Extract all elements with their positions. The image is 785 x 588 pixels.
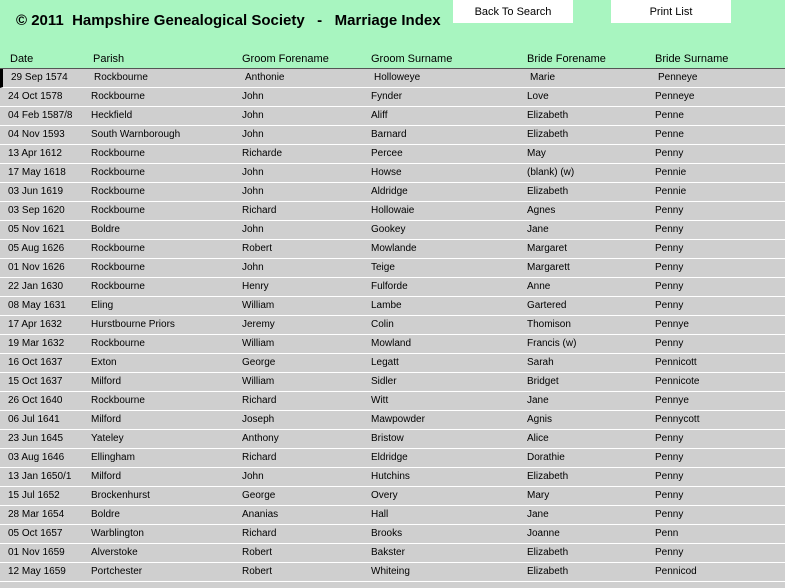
- groom-forename-cell: Richard: [242, 452, 277, 463]
- bride-forename-cell: Gartered: [527, 300, 567, 311]
- groom-forename-cell: Richard: [242, 528, 277, 539]
- groom-surname-cell: Brooks: [371, 528, 403, 539]
- groom-forename-cell: Ananias: [242, 509, 279, 520]
- groom-surname-cell: Aldridge: [371, 186, 408, 197]
- bride-forename-cell: Alice: [527, 433, 549, 444]
- date-cell: 01 Nov 1659: [8, 547, 65, 558]
- parish-cell: Rockbourne: [91, 91, 145, 102]
- column-header-bride-surname: Bride Surname: [655, 53, 729, 65]
- parish-cell: Rockbourne: [91, 243, 145, 254]
- groom-surname-cell: Whiteing: [371, 566, 410, 577]
- table-row: [0, 145, 785, 164]
- marriage-table: [0, 69, 785, 588]
- parish-cell: Ellingham: [91, 452, 135, 463]
- groom-surname-cell: Gookey: [371, 224, 406, 235]
- parish-cell: Hurstbourne Priors: [91, 319, 175, 330]
- table-row: [0, 449, 785, 468]
- parish-cell: Rockbourne: [91, 167, 145, 178]
- bride-forename-cell: Jane: [527, 224, 549, 235]
- bride-forename-cell: Elizabeth: [527, 129, 569, 140]
- bride-forename-cell: (blank) (w): [527, 167, 575, 178]
- bride-surname-cell: Pennye: [655, 395, 689, 406]
- date-cell: 05 Nov 1621: [8, 224, 65, 235]
- groom-surname-cell: Overy: [371, 490, 398, 501]
- bride-forename-cell: Agnis: [527, 414, 553, 425]
- bride-surname-cell: Penny: [655, 338, 684, 349]
- bride-forename-cell: Thomison: [527, 319, 571, 330]
- date-cell: 17 Apr 1632: [8, 319, 62, 330]
- table-row: [0, 335, 785, 354]
- table-row: [0, 183, 785, 202]
- groom-surname-cell: Eldridge: [371, 452, 408, 463]
- bride-surname-cell: Pennicod: [655, 566, 697, 577]
- bride-forename-cell: Agnes: [527, 205, 556, 216]
- parish-cell: Milford: [91, 414, 122, 425]
- parish-cell: Rockbourne: [91, 281, 145, 292]
- groom-forename-cell: John: [242, 224, 264, 235]
- parish-cell: Milford: [91, 376, 122, 387]
- bride-surname-cell: Pennicote: [655, 376, 700, 387]
- bride-forename-cell: May: [527, 148, 546, 159]
- bride-surname-cell: Penny: [655, 433, 684, 444]
- table-row: [0, 544, 785, 563]
- date-cell: 12 May 1659: [8, 566, 66, 577]
- groom-surname-cell: Bristow: [371, 433, 404, 444]
- bride-surname-cell: Penny: [655, 243, 684, 254]
- table-row: [0, 487, 785, 506]
- groom-surname-cell: Bakster: [371, 547, 405, 558]
- parish-cell: Milford: [91, 471, 122, 482]
- groom-forename-cell: John: [242, 471, 264, 482]
- date-cell: 22 Jan 1630: [8, 281, 64, 292]
- parish-cell: Brockenhurst: [91, 490, 150, 501]
- print-list-button[interactable]: Print List: [611, 0, 731, 23]
- column-headers: [0, 48, 785, 69]
- table-row: [0, 316, 785, 335]
- column-header-groom-surname: Groom Surname: [371, 53, 453, 65]
- groom-forename-cell: John: [242, 262, 264, 273]
- date-cell: 24 Oct 1578: [8, 91, 63, 102]
- parish-cell: Rockbourne: [91, 395, 145, 406]
- date-cell: 15 Oct 1637: [8, 376, 63, 387]
- table-row: [0, 373, 785, 392]
- groom-surname-cell: Aliff: [371, 110, 388, 121]
- groom-surname-cell: Holloweye: [374, 72, 421, 83]
- column-header-groom-forename: Groom Forename: [242, 53, 329, 65]
- bride-surname-cell: Pennie: [655, 186, 687, 197]
- column-header-date: Date: [10, 53, 34, 65]
- groom-surname-cell: Sidler: [371, 376, 397, 387]
- groom-surname-cell: Fulforde: [371, 281, 408, 292]
- bride-forename-cell: Anne: [527, 281, 551, 292]
- table-row: [0, 202, 785, 221]
- groom-surname-cell: Hollowaie: [371, 205, 415, 216]
- groom-forename-cell: William: [242, 376, 275, 387]
- groom-forename-cell: Robert: [242, 243, 273, 254]
- table-row: [0, 430, 785, 449]
- bride-forename-cell: Margaret: [527, 243, 568, 254]
- table-row: [0, 164, 785, 183]
- table-row: [0, 221, 785, 240]
- date-cell: 01 Nov 1626: [8, 262, 65, 273]
- parish-cell: Portchester: [91, 566, 143, 577]
- table-row: [0, 259, 785, 278]
- bride-forename-cell: Jane: [527, 395, 549, 406]
- table-row: [0, 278, 785, 297]
- parish-cell: Boldre: [91, 509, 120, 520]
- groom-forename-cell: William: [242, 338, 275, 349]
- bride-surname-cell: Pennye: [655, 319, 689, 330]
- bride-surname-cell: Penny: [655, 205, 684, 216]
- bride-surname-cell: Pennicott: [655, 357, 697, 368]
- date-cell: 03 Jun 1619: [8, 186, 64, 197]
- bride-surname-cell: Penne: [655, 129, 684, 140]
- table-row: [0, 525, 785, 544]
- bride-surname-cell: Penn: [655, 528, 679, 539]
- date-cell: 17 May 1618: [8, 167, 66, 178]
- bride-forename-cell: Marie: [530, 72, 556, 83]
- bride-surname-cell: Penny: [655, 148, 684, 159]
- date-cell: 03 Aug 1646: [8, 452, 65, 463]
- parish-cell: Eling: [91, 300, 114, 311]
- date-cell: 13 Apr 1612: [8, 148, 62, 159]
- bride-surname-cell: Penny: [655, 509, 684, 520]
- table-row: [0, 126, 785, 145]
- parish-cell: South Warnborough: [91, 129, 181, 140]
- bride-forename-cell: Love: [527, 91, 549, 102]
- parish-cell: Yateley: [91, 433, 124, 444]
- parish-cell: Rockbourne: [91, 186, 145, 197]
- bride-forename-cell: Francis (w): [527, 338, 577, 349]
- parish-cell: Rockbourne: [94, 72, 148, 83]
- bride-forename-cell: Bridget: [527, 376, 559, 387]
- bride-surname-cell: Penny: [655, 262, 684, 273]
- bride-forename-cell: Elizabeth: [527, 471, 569, 482]
- groom-forename-cell: Anthony: [242, 433, 279, 444]
- parish-cell: Boldre: [91, 224, 120, 235]
- table-row: [0, 563, 785, 582]
- back-to-search-button[interactable]: Back To Search: [453, 0, 573, 23]
- bride-surname-cell: Penne: [655, 110, 684, 121]
- bride-surname-cell: Penny: [655, 452, 684, 463]
- groom-surname-cell: Legatt: [371, 357, 399, 368]
- bride-forename-cell: Elizabeth: [527, 547, 569, 558]
- groom-forename-cell: Jeremy: [242, 319, 275, 330]
- table-row: [0, 88, 785, 107]
- groom-surname-cell: Mowlande: [371, 243, 417, 254]
- bride-forename-cell: Elizabeth: [527, 110, 569, 121]
- groom-surname-cell: Fynder: [371, 91, 403, 102]
- table-row: [0, 297, 785, 316]
- table-row: [0, 240, 785, 259]
- groom-forename-cell: John: [242, 110, 264, 121]
- parish-cell: Warblington: [91, 528, 144, 539]
- date-cell: 06 Jul 1641: [8, 414, 60, 425]
- groom-forename-cell: Anthonie: [245, 72, 285, 83]
- bride-surname-cell: Penny: [655, 490, 684, 501]
- groom-forename-cell: William: [242, 300, 275, 311]
- date-cell: 19 Mar 1632: [8, 338, 65, 349]
- parish-cell: Heckfield: [91, 110, 133, 121]
- groom-surname-cell: Witt: [371, 395, 389, 406]
- groom-forename-cell: Henry: [242, 281, 269, 292]
- bride-surname-cell: Penneye: [658, 72, 698, 83]
- bride-forename-cell: Elizabeth: [527, 566, 569, 577]
- column-header-parish: Parish: [93, 53, 125, 65]
- groom-forename-cell: Robert: [242, 566, 273, 577]
- table-row: [0, 411, 785, 430]
- date-cell: 05 Oct 1657: [8, 528, 63, 539]
- parish-cell: Rockbourne: [91, 205, 145, 216]
- header-bar: [0, 0, 785, 48]
- date-cell: 28 Mar 1654: [8, 509, 65, 520]
- date-cell: 04 Feb 1587/8: [8, 110, 73, 121]
- bride-surname-cell: Pennie: [655, 167, 687, 178]
- bride-forename-cell: Margarett: [527, 262, 570, 273]
- bride-surname-cell: Penny: [655, 281, 684, 292]
- groom-forename-cell: John: [242, 91, 264, 102]
- groom-surname-cell: Hutchins: [371, 471, 410, 482]
- bride-forename-cell: Sarah: [527, 357, 554, 368]
- date-cell: 16 Oct 1637: [8, 357, 63, 368]
- bride-surname-cell: Penny: [655, 224, 684, 235]
- groom-surname-cell: Mowland: [371, 338, 412, 349]
- table-row: [0, 506, 785, 525]
- parish-cell: Alverstoke: [91, 547, 138, 558]
- groom-forename-cell: John: [242, 129, 264, 140]
- groom-surname-cell: Lambe: [371, 300, 402, 311]
- groom-forename-cell: George: [242, 490, 276, 501]
- date-cell: 26 Oct 1640: [8, 395, 63, 406]
- date-cell: 13 Jan 1650/1: [8, 471, 72, 482]
- groom-forename-cell: Richard: [242, 205, 277, 216]
- bride-forename-cell: Dorathie: [527, 452, 565, 463]
- date-cell: 03 Sep 1620: [8, 205, 65, 216]
- groom-forename-cell: Joseph: [242, 414, 275, 425]
- groom-forename-cell: John: [242, 186, 264, 197]
- groom-forename-cell: Robert: [242, 547, 273, 558]
- groom-surname-cell: Teige: [371, 262, 395, 273]
- date-cell: 29 Sep 1574: [11, 72, 68, 83]
- parish-cell: Rockbourne: [91, 148, 145, 159]
- bride-surname-cell: Penny: [655, 300, 684, 311]
- bride-surname-cell: Penneye: [655, 91, 695, 102]
- table-row: [0, 69, 785, 88]
- groom-surname-cell: Colin: [371, 319, 394, 330]
- groom-forename-cell: Richarde: [242, 148, 283, 159]
- groom-forename-cell: John: [242, 167, 264, 178]
- bride-surname-cell: Penny: [655, 547, 684, 558]
- groom-surname-cell: Howse: [371, 167, 402, 178]
- bride-forename-cell: Joanne: [527, 528, 560, 539]
- table-row: [0, 354, 785, 373]
- groom-surname-cell: Barnard: [371, 129, 407, 140]
- bride-forename-cell: Elizabeth: [527, 186, 569, 197]
- parish-cell: Exton: [91, 357, 117, 368]
- parish-cell: Rockbourne: [91, 262, 145, 273]
- bride-surname-cell: Pennycott: [655, 414, 700, 425]
- bride-forename-cell: Mary: [527, 490, 550, 501]
- table-row: [0, 468, 785, 487]
- bride-surname-cell: Penny: [655, 471, 684, 482]
- date-cell: 23 Jun 1645: [8, 433, 64, 444]
- date-cell: 15 Jul 1652: [8, 490, 60, 501]
- parish-cell: Rockbourne: [91, 338, 145, 349]
- column-header-bride-forename: Bride Forename: [527, 53, 606, 65]
- date-cell: 04 Nov 1593: [8, 129, 65, 140]
- date-cell: 05 Aug 1626: [8, 243, 65, 254]
- date-cell: 08 May 1631: [8, 300, 66, 311]
- page-title: © 2011 Hampshire Genealogical Society - Marriage Index: [16, 12, 441, 29]
- groom-surname-cell: Mawpowder: [371, 414, 425, 425]
- bride-forename-cell: Jane: [527, 509, 549, 520]
- table-row: [0, 107, 785, 126]
- groom-surname-cell: Hall: [371, 509, 389, 520]
- table-row: [0, 392, 785, 411]
- groom-forename-cell: George: [242, 357, 276, 368]
- groom-forename-cell: Richard: [242, 395, 277, 406]
- groom-surname-cell: Percee: [371, 148, 403, 159]
